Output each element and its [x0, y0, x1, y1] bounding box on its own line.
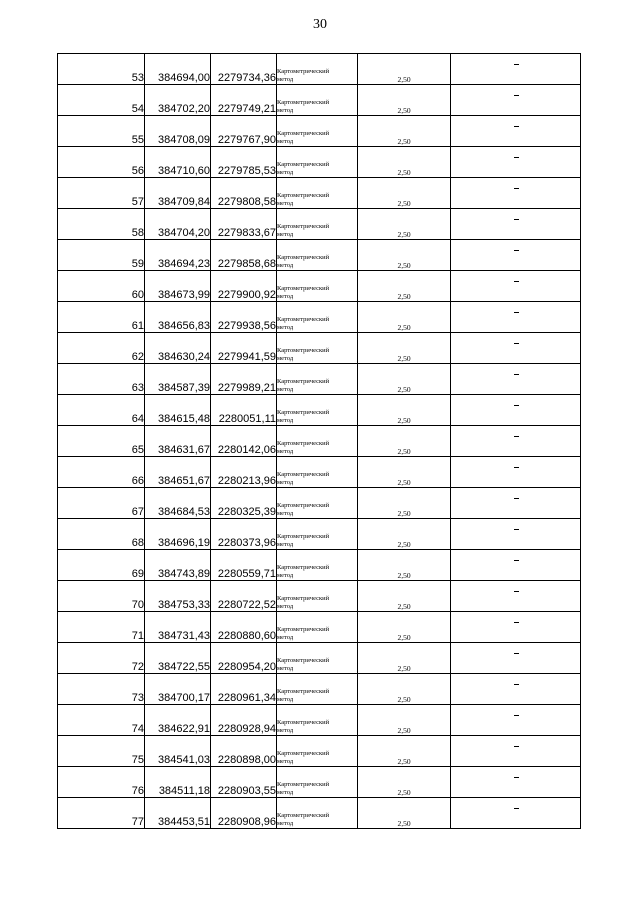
coordinate-y: 2280722,52 [211, 581, 277, 612]
coordinate-y: 2279767,90 [211, 116, 277, 147]
point-number: 57 [58, 178, 145, 209]
method-cell [277, 705, 358, 736]
coordinate-x: 384704,20 [145, 209, 211, 240]
method-cell [277, 736, 358, 767]
dash-mark [514, 126, 519, 127]
point-number: 56 [58, 147, 145, 178]
method-line-1: Картометрический [277, 440, 330, 447]
method-line-2: метод [277, 665, 294, 672]
accuracy-value: 2,50 [358, 736, 451, 767]
method-line-1: Картометрический [277, 378, 330, 385]
accuracy-value: 2,50 [358, 54, 451, 85]
method-cell [277, 798, 358, 829]
method-line-2: метод [277, 169, 294, 176]
coordinate-x: 384696,19 [145, 519, 211, 550]
method-line-1: Картометрический [277, 223, 330, 230]
point-number: 62 [58, 333, 145, 364]
coordinates-table-body [58, 54, 581, 829]
method-line-1: Картометрический [277, 657, 330, 664]
accuracy-value: 2,50 [358, 302, 451, 333]
method-cell [277, 178, 358, 209]
page-number: 30 [313, 17, 327, 32]
method-line-2: метод [277, 138, 294, 145]
dash-mark [514, 777, 519, 778]
coordinate-x: 384710,60 [145, 147, 211, 178]
method-line-2: метод [277, 789, 294, 796]
method-line-1: Картометрический [277, 626, 330, 633]
description-cell [451, 767, 581, 798]
coordinate-y: 2280213,96 [211, 457, 277, 488]
point-number: 61 [58, 302, 145, 333]
table-row [58, 333, 581, 364]
accuracy-value: 2,50 [358, 612, 451, 643]
table-row [58, 736, 581, 767]
method-cell [277, 519, 358, 550]
method-line-1: Картометрический [277, 688, 330, 695]
method-line-1: Картометрический [277, 347, 330, 354]
coordinate-x: 384753,33 [145, 581, 211, 612]
table-row [58, 178, 581, 209]
description-cell [451, 116, 581, 147]
description-cell [451, 612, 581, 643]
coordinate-x: 384587,39 [145, 364, 211, 395]
description-cell [451, 147, 581, 178]
method-line-2: метод [277, 231, 294, 238]
description-cell [451, 178, 581, 209]
dash-mark [514, 64, 519, 65]
description-cell [451, 488, 581, 519]
method-line-2: метод [277, 572, 294, 579]
coordinate-y: 2280325,39 [211, 488, 277, 519]
accuracy-value: 2,50 [358, 364, 451, 395]
method-line-2: метод [277, 448, 294, 455]
description-cell [451, 705, 581, 736]
method-line-2: метод [277, 324, 294, 331]
table-row [58, 581, 581, 612]
coordinates-table [57, 53, 581, 829]
method-cell [277, 581, 358, 612]
coordinate-x: 384631,67 [145, 426, 211, 457]
coordinate-x: 384511,18 [145, 767, 211, 798]
point-number: 59 [58, 240, 145, 271]
method-line-1: Картометрический [277, 471, 330, 478]
method-line-2: метод [277, 541, 294, 548]
description-cell [451, 54, 581, 85]
accuracy-value: 2,50 [358, 798, 451, 829]
coordinate-x: 384541,03 [145, 736, 211, 767]
method-cell [277, 209, 358, 240]
point-number: 77 [58, 798, 145, 829]
point-number: 75 [58, 736, 145, 767]
dash-mark [514, 560, 519, 561]
method-cell [277, 643, 358, 674]
method-cell [277, 364, 358, 395]
coordinate-y: 2280908,96 [211, 798, 277, 829]
dash-mark [514, 498, 519, 499]
dash-mark [514, 591, 519, 592]
accuracy-value: 2,50 [358, 240, 451, 271]
method-line-1: Картометрический [277, 812, 330, 819]
method-cell [277, 426, 358, 457]
method-line-2: метод [277, 820, 294, 827]
table-row [58, 550, 581, 581]
coordinate-y: 2280954,20 [211, 643, 277, 674]
method-cell [277, 488, 358, 519]
dash-mark [514, 436, 519, 437]
table-row [58, 209, 581, 240]
table-row [58, 674, 581, 705]
accuracy-value: 2,50 [358, 271, 451, 302]
dash-mark [514, 684, 519, 685]
method-line-2: метод [277, 355, 294, 362]
method-line-1: Картометрический [277, 409, 330, 416]
table-row [58, 116, 581, 147]
description-cell [451, 395, 581, 426]
point-number: 67 [58, 488, 145, 519]
method-line-2: метод [277, 696, 294, 703]
table-row [58, 612, 581, 643]
description-cell [451, 550, 581, 581]
accuracy-value: 2,50 [358, 426, 451, 457]
table-row [58, 426, 581, 457]
method-line-2: метод [277, 479, 294, 486]
method-cell [277, 302, 358, 333]
point-number: 54 [58, 85, 145, 116]
method-cell [277, 85, 358, 116]
point-number: 68 [58, 519, 145, 550]
coordinate-x: 384708,09 [145, 116, 211, 147]
accuracy-value: 2,50 [358, 767, 451, 798]
accuracy-value: 2,50 [358, 519, 451, 550]
method-line-2: метод [277, 76, 294, 83]
accuracy-value: 2,50 [358, 178, 451, 209]
point-number: 66 [58, 457, 145, 488]
table-row [58, 705, 581, 736]
dash-mark [514, 250, 519, 251]
accuracy-value: 2,50 [358, 333, 451, 364]
coordinate-y: 2279938,56 [211, 302, 277, 333]
point-number: 65 [58, 426, 145, 457]
accuracy-value: 2,50 [358, 395, 451, 426]
dash-mark [514, 467, 519, 468]
description-cell [451, 209, 581, 240]
coordinate-x: 384702,20 [145, 85, 211, 116]
coordinate-x: 384630,24 [145, 333, 211, 364]
coordinate-y: 2279808,58 [211, 178, 277, 209]
point-number: 60 [58, 271, 145, 302]
method-cell [277, 271, 358, 302]
method-line-1: Картометрический [277, 99, 330, 106]
table-row [58, 271, 581, 302]
point-number: 53 [58, 54, 145, 85]
description-cell [451, 457, 581, 488]
accuracy-value: 2,50 [358, 581, 451, 612]
table-row [58, 488, 581, 519]
point-number: 72 [58, 643, 145, 674]
method-cell [277, 395, 358, 426]
coordinate-y: 2279989,21 [211, 364, 277, 395]
coordinate-x: 384700,17 [145, 674, 211, 705]
coordinate-x: 384743,89 [145, 550, 211, 581]
table-row [58, 519, 581, 550]
coordinate-y: 2279941,59 [211, 333, 277, 364]
coordinate-x: 384684,53 [145, 488, 211, 519]
table-row [58, 147, 581, 178]
table-row [58, 643, 581, 674]
point-number: 76 [58, 767, 145, 798]
coordinate-y: 2280928,94 [211, 705, 277, 736]
method-line-1: Картометрический [277, 285, 330, 292]
description-cell [451, 736, 581, 767]
method-cell [277, 116, 358, 147]
description-cell [451, 364, 581, 395]
accuracy-value: 2,50 [358, 488, 451, 519]
table-row [58, 85, 581, 116]
coordinate-y: 2280961,34 [211, 674, 277, 705]
method-line-2: метод [277, 107, 294, 114]
method-line-2: метод [277, 200, 294, 207]
coordinate-x: 384694,23 [145, 240, 211, 271]
dash-mark [514, 653, 519, 654]
dash-mark [514, 529, 519, 530]
coordinate-y: 2280559,71 [211, 550, 277, 581]
coordinate-x: 384722,55 [145, 643, 211, 674]
accuracy-value: 2,50 [358, 116, 451, 147]
accuracy-value: 2,50 [358, 147, 451, 178]
method-line-1: Картометрический [277, 161, 330, 168]
dash-mark [514, 312, 519, 313]
accuracy-value: 2,50 [358, 705, 451, 736]
method-cell [277, 147, 358, 178]
accuracy-value: 2,50 [358, 674, 451, 705]
point-number: 55 [58, 116, 145, 147]
coordinate-x: 384622,91 [145, 705, 211, 736]
coordinate-x: 384615,48 [145, 395, 211, 426]
dash-mark [514, 343, 519, 344]
coordinate-y: 2280142,06 [211, 426, 277, 457]
method-cell [277, 54, 358, 85]
method-line-2: метод [277, 510, 294, 517]
table-row [58, 240, 581, 271]
description-cell [451, 271, 581, 302]
coordinate-x: 384453,51 [145, 798, 211, 829]
dash-mark [514, 219, 519, 220]
dash-mark [514, 715, 519, 716]
coordinate-y: 2280051,11 [211, 395, 277, 426]
description-cell [451, 674, 581, 705]
description-cell [451, 643, 581, 674]
method-line-2: метод [277, 262, 294, 269]
point-number: 64 [58, 395, 145, 426]
table-row [58, 302, 581, 333]
description-cell [451, 798, 581, 829]
coordinate-x: 384651,67 [145, 457, 211, 488]
coordinate-y: 2280373,96 [211, 519, 277, 550]
coordinate-x: 384673,99 [145, 271, 211, 302]
table-row [58, 457, 581, 488]
method-cell [277, 767, 358, 798]
dash-mark [514, 157, 519, 158]
dash-mark [514, 95, 519, 96]
coordinate-y: 2279734,36 [211, 54, 277, 85]
method-line-2: метод [277, 386, 294, 393]
coordinate-y: 2280903,55 [211, 767, 277, 798]
accuracy-value: 2,50 [358, 209, 451, 240]
dash-mark [514, 808, 519, 809]
coordinate-y: 2280880,60 [211, 612, 277, 643]
method-cell [277, 457, 358, 488]
point-number: 71 [58, 612, 145, 643]
table-row [58, 364, 581, 395]
point-number: 70 [58, 581, 145, 612]
coordinate-y: 2279858,68 [211, 240, 277, 271]
coordinate-x: 384694,00 [145, 54, 211, 85]
description-cell [451, 240, 581, 271]
method-line-1: Картометрический [277, 192, 330, 199]
table-row [58, 767, 581, 798]
method-cell [277, 333, 358, 364]
point-number: 63 [58, 364, 145, 395]
point-number: 58 [58, 209, 145, 240]
dash-mark [514, 622, 519, 623]
method-cell [277, 612, 358, 643]
coordinate-y: 2280898,00 [211, 736, 277, 767]
coordinate-y: 2279749,21 [211, 85, 277, 116]
coordinate-x: 384656,83 [145, 302, 211, 333]
accuracy-value: 2,50 [358, 85, 451, 116]
point-number: 69 [58, 550, 145, 581]
accuracy-value: 2,50 [358, 550, 451, 581]
table-row [58, 395, 581, 426]
accuracy-value: 2,50 [358, 457, 451, 488]
description-cell [451, 85, 581, 116]
method-line-2: метод [277, 417, 294, 424]
dash-mark [514, 188, 519, 189]
accuracy-value: 2,50 [358, 643, 451, 674]
method-line-1: Картометрический [277, 781, 330, 788]
dash-mark [514, 281, 519, 282]
method-line-2: метод [277, 758, 294, 765]
dash-mark [514, 405, 519, 406]
table-row [58, 54, 581, 85]
description-cell [451, 302, 581, 333]
method-line-1: Картометрический [277, 316, 330, 323]
dash-mark [514, 374, 519, 375]
method-line-1: Картометрический [277, 564, 330, 571]
coordinate-x: 384731,43 [145, 612, 211, 643]
method-cell [277, 550, 358, 581]
method-line-1: Картометрический [277, 719, 330, 726]
description-cell [451, 581, 581, 612]
method-line-1: Картометрический [277, 533, 330, 540]
method-line-1: Картометрический [277, 130, 330, 137]
coordinate-y: 2279785,53 [211, 147, 277, 178]
method-line-1: Картометрический [277, 595, 330, 602]
method-line-2: метод [277, 293, 294, 300]
description-cell [451, 426, 581, 457]
table-row [58, 798, 581, 829]
method-line-2: метод [277, 634, 294, 641]
method-cell [277, 240, 358, 271]
coordinate-x: 384709,84 [145, 178, 211, 209]
method-cell [277, 674, 358, 705]
point-number: 74 [58, 705, 145, 736]
method-line-1: Картометрический [277, 254, 330, 261]
method-line-1: Картометрический [277, 68, 330, 75]
method-line-2: метод [277, 603, 294, 610]
coordinate-y: 2279900,92 [211, 271, 277, 302]
method-line-1: Картометрический [277, 750, 330, 757]
point-number: 73 [58, 674, 145, 705]
description-cell [451, 333, 581, 364]
description-cell [451, 519, 581, 550]
method-line-1: Картометрический [277, 502, 330, 509]
coordinate-y: 2279833,67 [211, 209, 277, 240]
method-line-2: метод [277, 727, 294, 734]
dash-mark [514, 746, 519, 747]
